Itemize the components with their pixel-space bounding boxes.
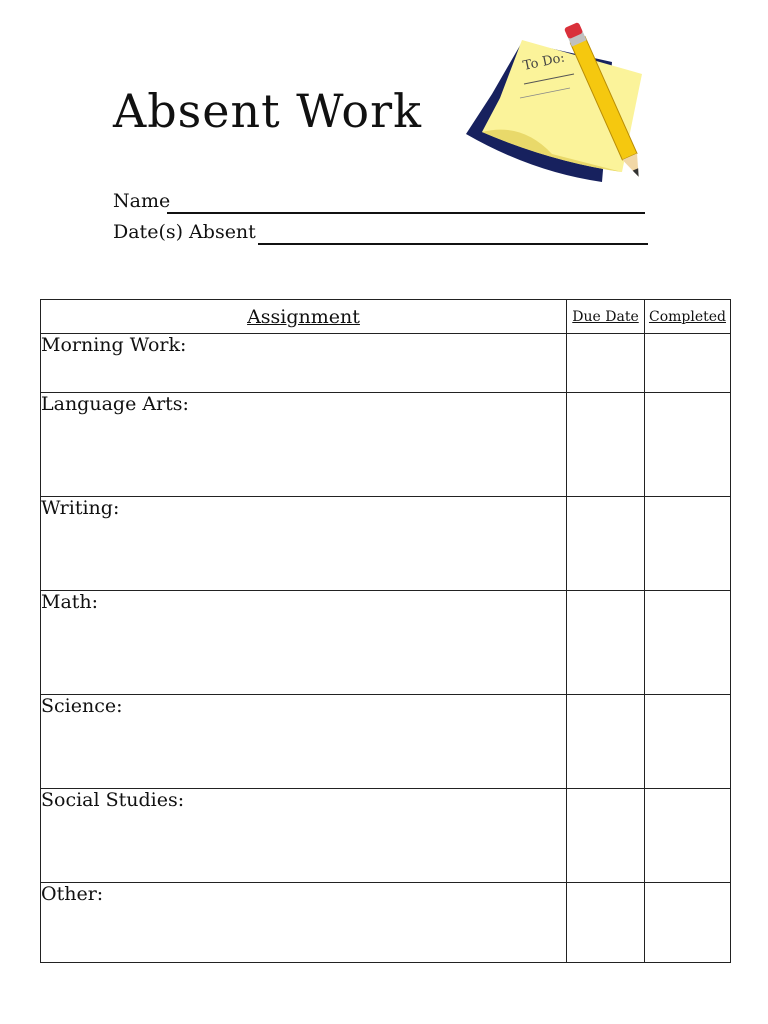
table-row <box>41 393 731 497</box>
dates-blank-line[interactable] <box>258 243 648 245</box>
dates-field <box>113 221 256 243</box>
due-date-cell[interactable] <box>567 497 645 591</box>
row-label-writing: Writing: <box>41 497 567 591</box>
dates-absent-label: Date(s) Absent <box>113 221 256 243</box>
row-label-language-arts: Language Arts: <box>41 393 567 497</box>
due-date-cell[interactable] <box>567 393 645 497</box>
column-header-due-date: Due Date <box>567 300 645 334</box>
note-text: To Do: <box>521 50 567 74</box>
due-date-cell[interactable] <box>567 883 645 963</box>
todo-note-clipart <box>462 22 652 192</box>
table-row <box>41 695 731 789</box>
table-row <box>41 789 731 883</box>
completed-cell[interactable] <box>645 591 731 695</box>
completed-cell[interactable] <box>645 789 731 883</box>
due-date-cell[interactable] <box>567 695 645 789</box>
row-label-other: Other: <box>41 883 567 963</box>
name-field <box>113 190 170 212</box>
completed-cell[interactable] <box>645 497 731 591</box>
due-date-cell[interactable] <box>567 334 645 393</box>
completed-cell[interactable] <box>645 334 731 393</box>
table-header-row <box>41 300 731 334</box>
row-label-social-studies: Social Studies: <box>41 789 567 883</box>
absent-work-table <box>40 299 731 963</box>
column-header-assignment: Assignment <box>41 300 567 334</box>
name-label: Name <box>113 190 171 212</box>
completed-cell[interactable] <box>645 883 731 963</box>
completed-cell[interactable] <box>645 695 731 789</box>
table-row <box>41 591 731 695</box>
sticky-note-icon <box>462 22 652 192</box>
due-date-cell[interactable] <box>567 591 645 695</box>
table-row <box>41 497 731 591</box>
table-row <box>41 883 731 963</box>
row-label-morning-work: Morning Work: <box>41 334 567 393</box>
due-date-cell[interactable] <box>567 789 645 883</box>
completed-cell[interactable] <box>645 393 731 497</box>
row-label-science: Science: <box>41 695 567 789</box>
name-blank-line[interactable] <box>167 212 645 214</box>
row-label-math: Math: <box>41 591 567 695</box>
column-header-completed: Completed <box>645 300 731 334</box>
page-title: Absent Work <box>113 84 422 138</box>
table-row <box>41 334 731 393</box>
